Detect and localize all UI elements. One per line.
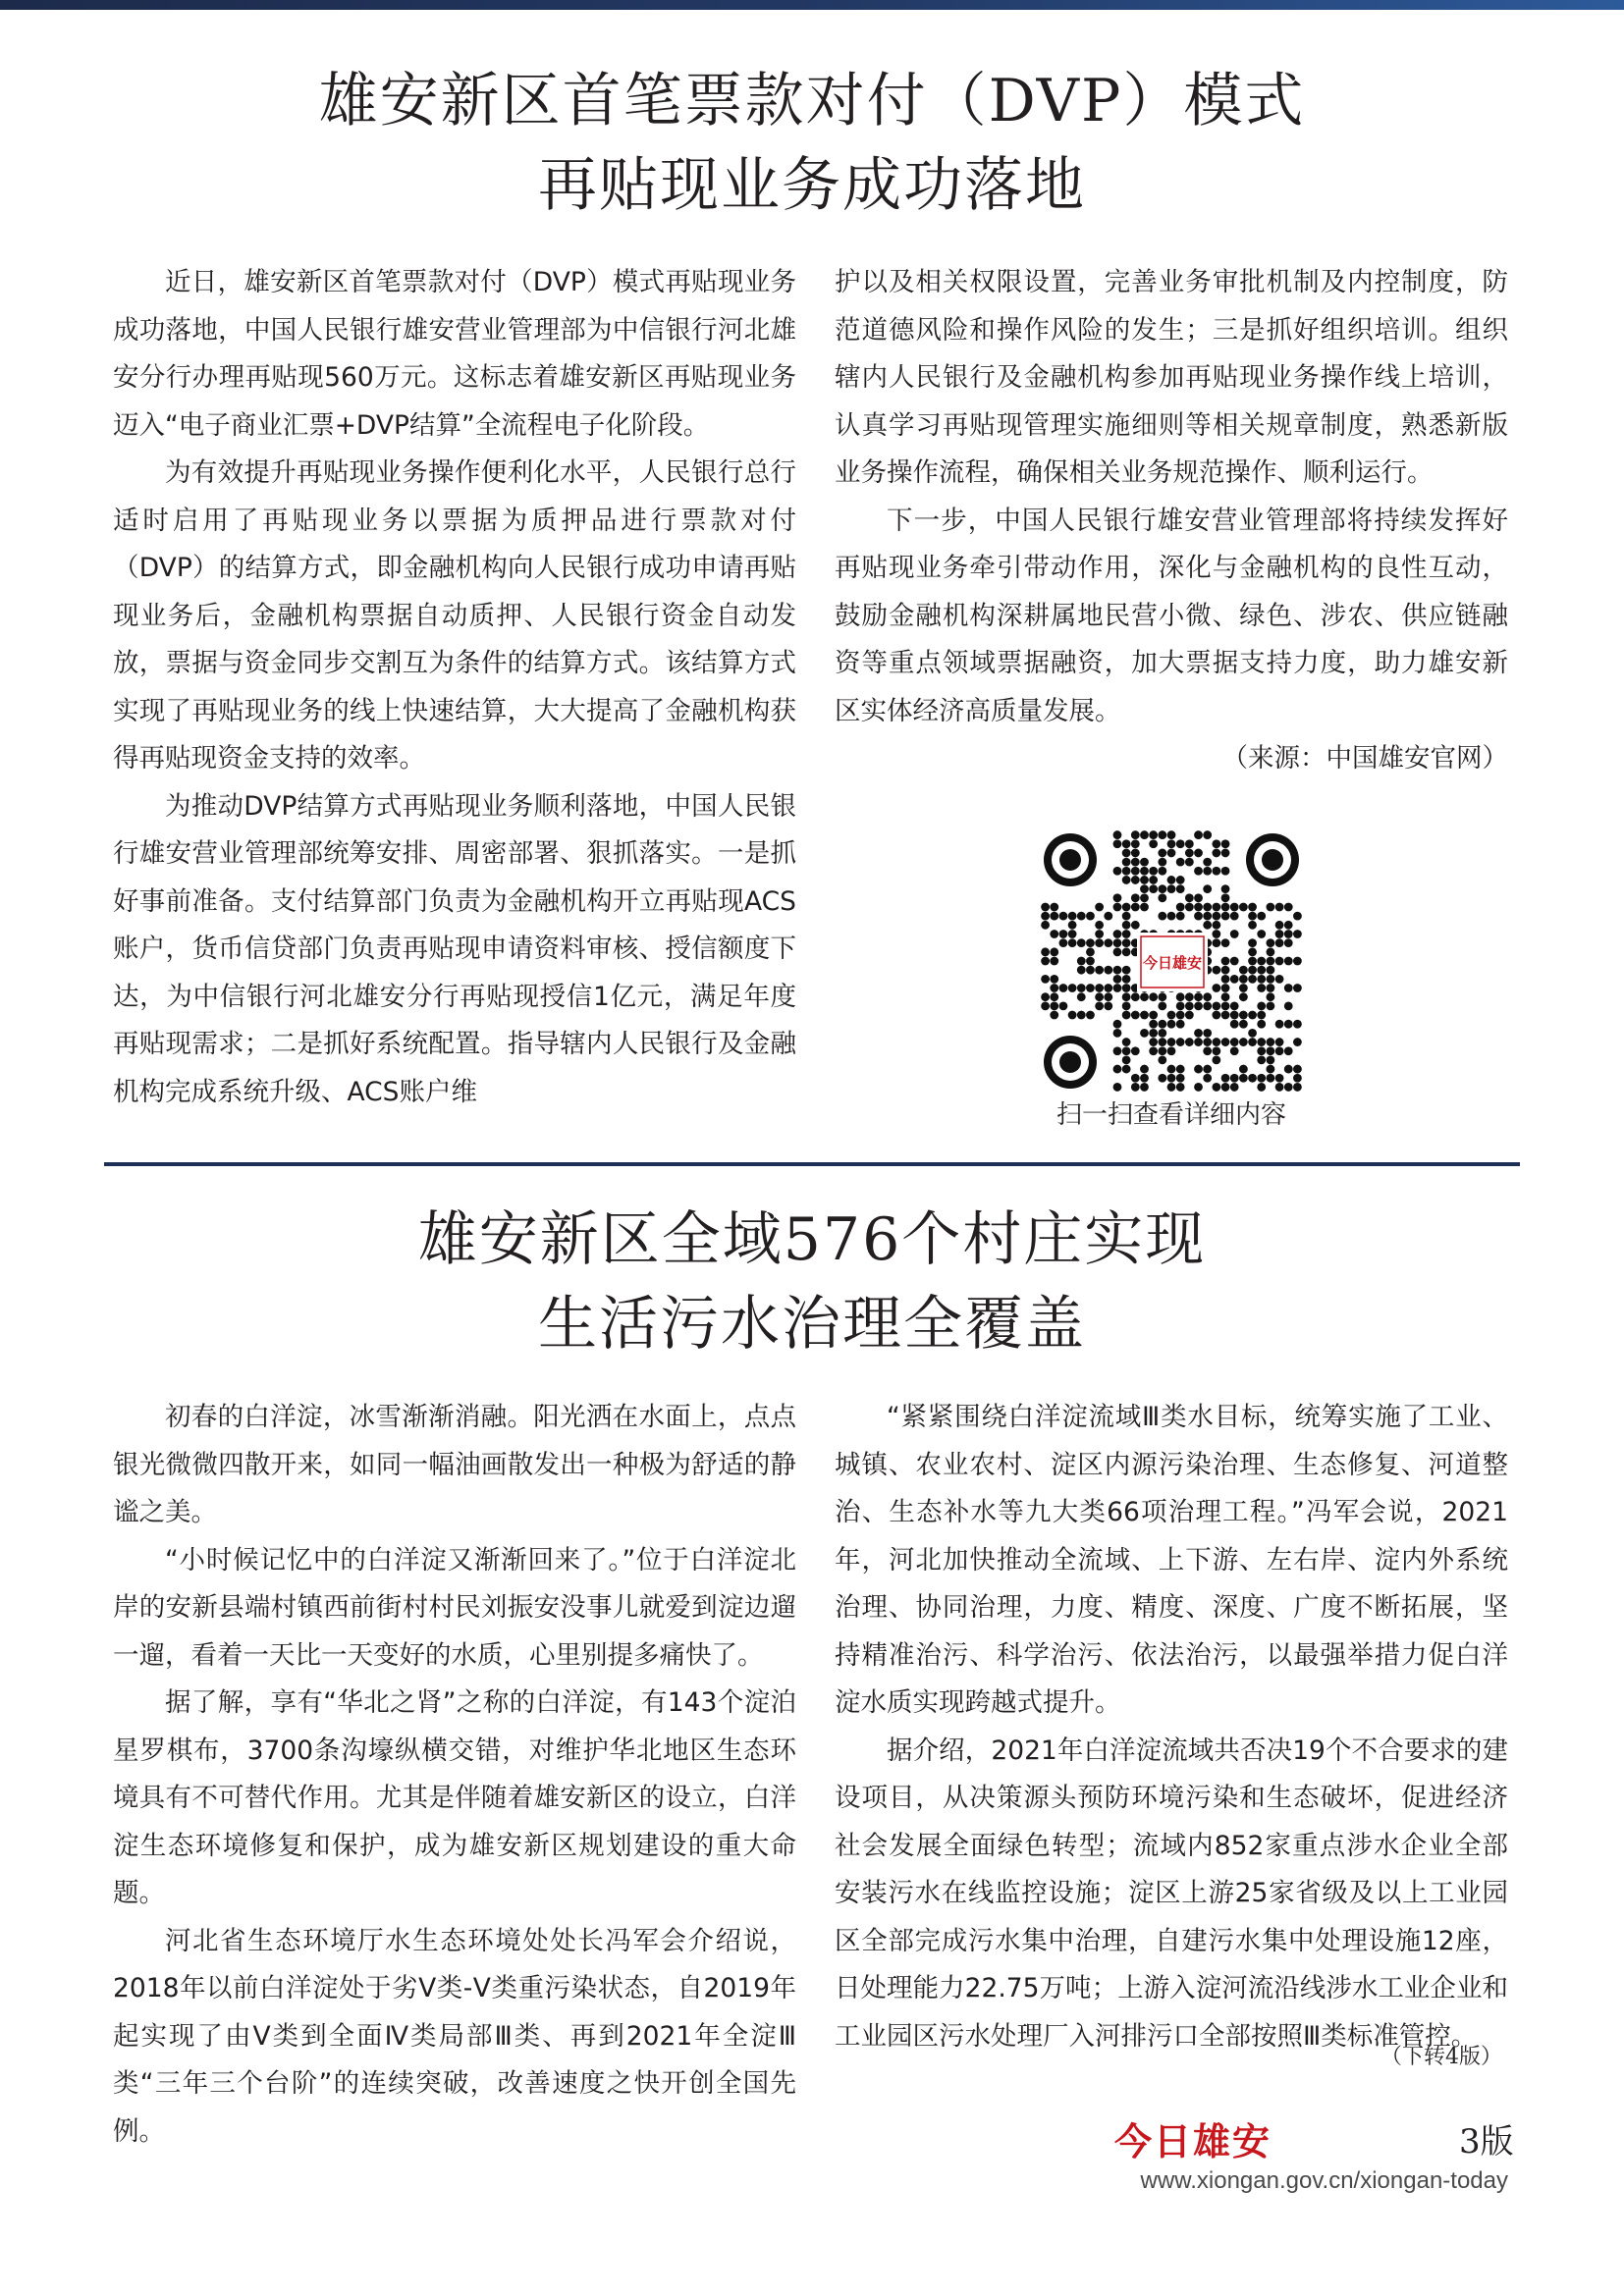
article2-title bbox=[0, 1198, 1624, 1366]
article1-paragraph: 为推动DVP结算方式再贴现业务顺利落地，中国人民银行雄安营业管理部统筹安排、周密部署、狠抓落实。一是抓好事前准备。支付结算部门负责为金融机构开立再贴现ACS账户，货币信贷部门负责再贴现申请资料审核、授信额度下达，为中信银行河北雄安分行再贴现授信1亿元，满足年度再贴现需求；二是抓好系统配置。指导辖内人民银行及金融机构完成系统升级、ACS账户维 bbox=[113, 790, 796, 1107]
article2-paragraph: 据介绍，2021年白洋淀流域共否决19个不合要求的建设项目，从决策源头预防环境污染和生态破坏，促进经济社会发展全面绿色转型；流域内852家重点涉水企业全部安装污水在线监控设施；淀区上游25家省级及以上工业园区全部完成污水集中治理，自建污水集中处理设施12座，日处理能力22.75万吨；上游入淀河流沿线涉水工业企业和工业园区污水处理厂入河排污口全部按照Ⅲ类标准管控。 bbox=[835, 1735, 1508, 2052]
article1-right-column bbox=[835, 259, 1508, 783]
qr-caption: 扫一扫查看详细内容 bbox=[1056, 1100, 1286, 1130]
qr-finder-top-left bbox=[1044, 833, 1097, 886]
qr-code[interactable] bbox=[1041, 830, 1302, 1092]
article2-right-column bbox=[835, 1394, 1508, 2060]
article2-paragraph: “小时候记忆中的白洋淀又渐渐回来了。”位于白洋淀北岸的安新县端村镇西前街村村民刘振安没事儿就爱到淀边遛一遛，看着一天比一天变好的水质，心里别提多痛快了。 bbox=[113, 1544, 796, 1671]
article1-left-column bbox=[113, 259, 796, 1116]
article2-left-column bbox=[113, 1394, 796, 2156]
qr-finder-bottom-left bbox=[1044, 1036, 1097, 1089]
article1-source: （来源：中国雄安官网） bbox=[1221, 743, 1508, 774]
article1-title-line2: 再贴现业务成功落地 bbox=[538, 151, 1086, 220]
article1-paragraph: 为有效提升再贴现业务操作便利化水平，人民银行总行适时启用了再贴现业务以票据为质押品进行票款对付（DVP）的结算方式，即金融机构向人民银行成功申请再贴现业务后，金融机构票据自动质押、人民银行资金自动发放，票据与资金同步交割互为条件的结算方式。该结算方式实现了再贴现业务的线上快速结算，大大提高了金融机构获得再贴现资金支持的效率。 bbox=[113, 457, 796, 774]
page-number: 3版 bbox=[1459, 2122, 1514, 2162]
article2-paragraph: 初春的白洋淀，冰雪渐渐消融。阳光洒在水面上，点点银光微微四散开来，如同一幅油画散发出一种极为舒适的静谧之美。 bbox=[113, 1402, 796, 1527]
article1-title bbox=[0, 59, 1624, 228]
article2-paragraph: “紧紧围绕白洋淀流域Ⅲ类水目标，统筹实施了工业、城镇、农业农村、淀区内源污染治理、生态修复、河道整治、生态补水等九大类66项治理工程。”冯军会说，2021年，河北加快推动全流域、上下游、左右岸、淀内外系统治理、协同治理，力度、精度、深度、广度不断拓展，坚持精准治污、科学治污、依法治污，以最强举措力促白洋淀水质实现跨越式提升。 bbox=[835, 1402, 1508, 1718]
article2-paragraph: 据了解，享有“华北之肾”之称的白洋淀，有143个淀泊星罗棋布，3700条沟壕纵横交错，对维护华北地区生态环境具有不可替代作用。尤其是伴随着雄安新区的设立，白洋淀生态环境修复和保护，成为雄安新区规划建设的重大命题。 bbox=[113, 1687, 796, 1908]
article2-title-line1: 雄安新区全域576个村庄实现 bbox=[417, 1205, 1207, 1274]
continued-note: （下转4版） bbox=[1380, 2045, 1502, 2069]
qr-code-graphic bbox=[1041, 830, 1302, 1092]
article2-title-line2: 生活污水治理全覆盖 bbox=[538, 1290, 1086, 1359]
article1-title-line1: 雄安新区首笔票款对付（DVP）模式 bbox=[318, 67, 1306, 135]
article1-paragraph: 下一步，中国人民银行雄安营业管理部将持续发挥好再贴现业务牵引带动作用，深化与金融机构的良性互动，鼓励金融机构深耕属地民营小微、绿色、涉农、供应链融资等重点领域票据融资，加大票据支持力度，助力雄安新区实体经济高质量发展。 bbox=[835, 505, 1508, 726]
footer-url[interactable]: www.xiongan.gov.cn/xiongan-today bbox=[1140, 2167, 1508, 2194]
qr-center-logo: 今日雄安 bbox=[1142, 954, 1203, 972]
footer-logo: 今日雄安 bbox=[1114, 2119, 1272, 2163]
article1-paragraph: 近日，雄安新区首笔票款对付（DVP）模式再贴现业务成功落地，中国人民银行雄安营业管理部为中信银行河北雄安分行办理再贴现560万元。这标志着雄安新区再贴现业务迈入“电子商业汇票+DVP结算”全流程电子化阶段。 bbox=[113, 267, 796, 441]
qr-finder-top-right bbox=[1246, 833, 1299, 886]
top-color-bar bbox=[0, 0, 1624, 10]
section-divider bbox=[104, 1162, 1520, 1166]
article1-paragraph: 护以及相关权限设置，完善业务审批机制及内控制度，防范道德风险和操作风险的发生；三是抓好组织培训。组织辖内人民银行及金融机构参加再贴现业务操作线上培训，认真学习再贴现管理实施细则等相关规章制度，熟悉新版业务操作流程，确保相关业务规范操作、顺利运行。 bbox=[835, 267, 1508, 488]
article2-paragraph: 河北省生态环境厅水生态环境处处长冯军会介绍说，2018年以前白洋淀处于劣Ⅴ类-Ⅴ类重污染状态，自2019年起实现了由Ⅴ类到全面Ⅳ类局部Ⅲ类、再到2021年全淀Ⅲ类“三年三个台阶”的连续突破，改善速度之快开创全国先例。 bbox=[113, 1925, 796, 2147]
